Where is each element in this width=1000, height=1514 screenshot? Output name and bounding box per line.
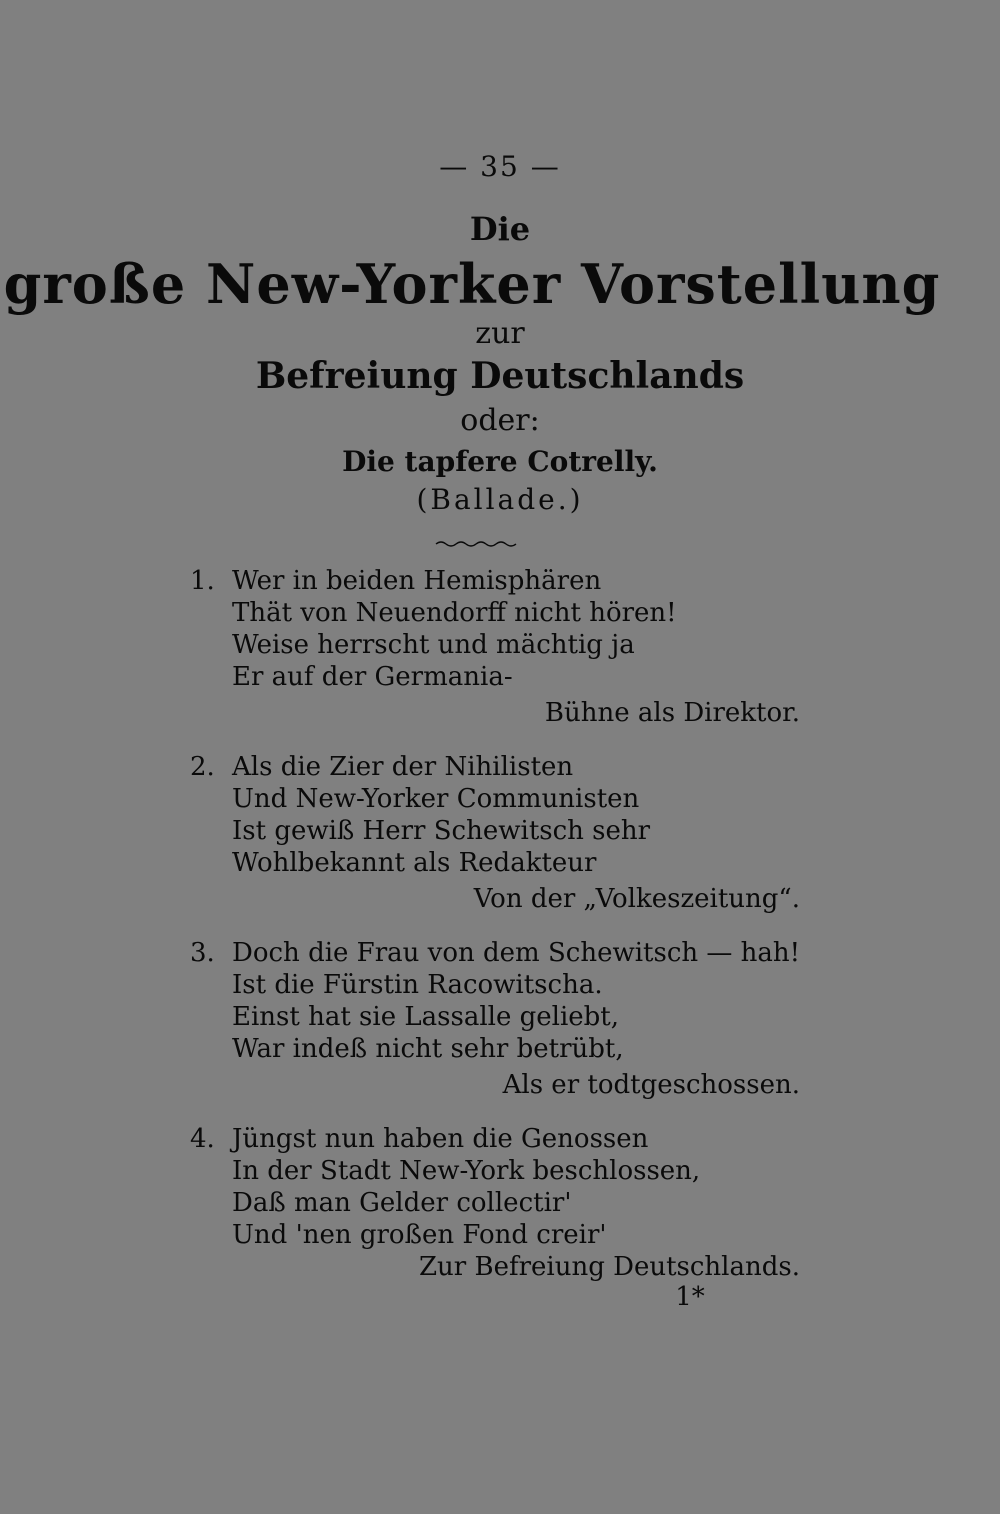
verse-line: Und 'nen großen Fond creir': [232, 1220, 607, 1250]
stanza-number: 3.: [190, 938, 215, 968]
refrain-line: Von der „Volkeszeitung“.: [473, 884, 800, 914]
verse-line: Jüngst nun haben die Genossen: [232, 1124, 649, 1154]
verse-line: Wer in beiden Hemisphären: [232, 566, 602, 596]
title-line-die: Die: [469, 210, 531, 248]
verse-line: Ist gewiß Herr Schewitsch sehr: [232, 816, 651, 846]
verse-line: In der Stadt New-York beschlossen,: [232, 1156, 701, 1186]
title-line-zur: zur: [475, 316, 525, 351]
refrain-line: Als er todtgeschossen.: [502, 1070, 800, 1100]
refrain-line: Bühne als Direktor.: [544, 698, 800, 728]
stanza-number: 4.: [190, 1124, 215, 1154]
verse-line: Er auf der Germania-: [232, 662, 513, 692]
page-number: — 35 —: [439, 150, 561, 183]
title-line-oder: oder:: [460, 403, 540, 438]
ornament-divider-icon: [434, 538, 518, 548]
verse-line: Thät von Neuendorff nicht hören!: [232, 598, 677, 628]
verse-line: Wohlbekannt als Redakteur: [232, 848, 597, 878]
verse-line: War indeß nicht sehr betrübt,: [232, 1034, 624, 1064]
verse-line: Ist die Fürstin Racowitscha.: [232, 970, 603, 1000]
verse-line: Einst hat sie Lassalle geliebt,: [232, 1002, 620, 1032]
subtitle: Die tapfere Cotrelly.: [342, 445, 658, 478]
title-befreiung: Befreiung Deutschlands: [255, 355, 745, 397]
stanza-number: 1.: [190, 566, 215, 596]
title-main: große New-Yorker Vorstellung: [3, 252, 941, 316]
signature-mark: 1*: [675, 1282, 705, 1312]
genre-label: (Ballade.): [416, 483, 584, 516]
verse-line: Als die Zier der Nihilisten: [232, 752, 574, 782]
refrain-line: Zur Befreiung Deutschlands.: [418, 1252, 800, 1282]
stanza-number: 2.: [190, 752, 215, 782]
verse-line: Daß man Gelder collectir': [232, 1188, 572, 1218]
verse-line: Weise herrscht und mächtig ja: [232, 630, 635, 660]
verse-line: Und New-Yorker Communisten: [232, 784, 640, 814]
verse-line: Doch die Frau von dem Schewitsch — hah!: [232, 938, 801, 968]
